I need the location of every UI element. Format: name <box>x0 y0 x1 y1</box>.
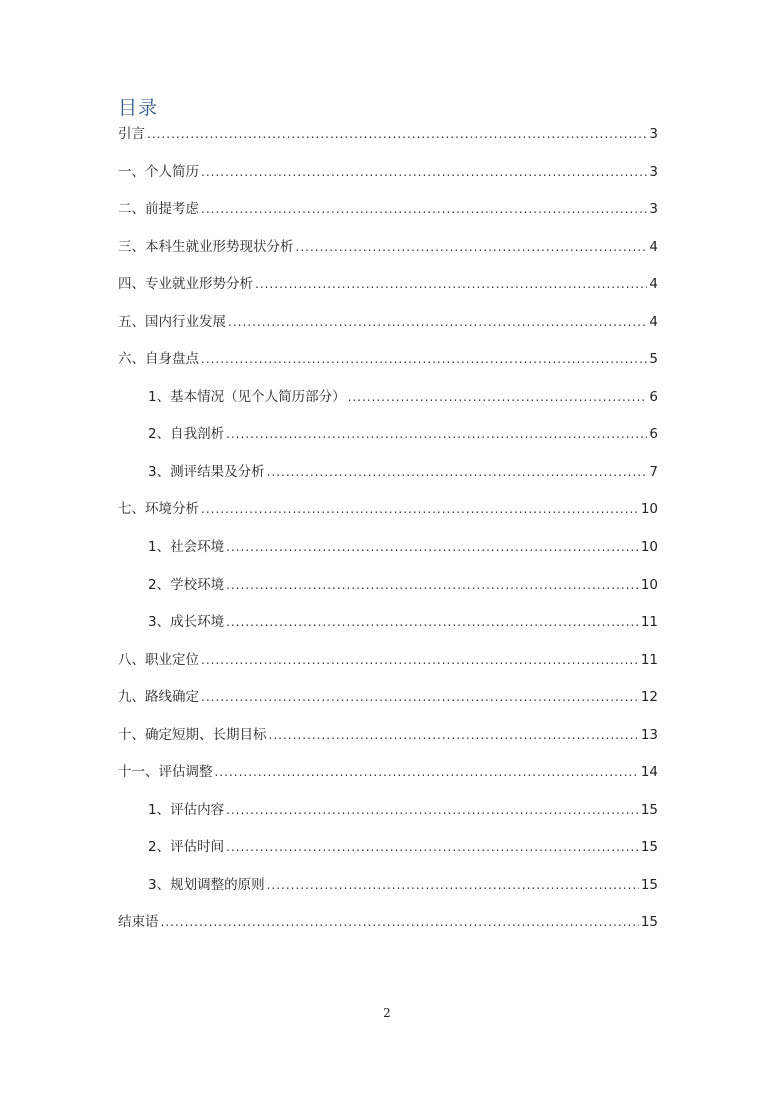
toc-entry-label: 3、规划调整的原则 <box>148 876 265 893</box>
toc-entry-label: 十一、评估调整 <box>118 764 213 781</box>
toc-dot-leader <box>226 612 639 632</box>
toc-entry[interactable] <box>118 762 658 800</box>
toc-entry-page: 3 <box>649 163 658 180</box>
toc-entry-label: 六、自身盘点 <box>118 351 199 368</box>
toc-dot-leader <box>201 349 647 369</box>
toc-entry-page: 11 <box>640 651 658 668</box>
toc-entry-label: 四、专业就业形势分析 <box>118 276 253 293</box>
toc-dot-leader <box>267 875 639 895</box>
toc-entry-page: 3 <box>649 126 658 142</box>
toc-entry-label: 1、社会环境 <box>148 539 225 556</box>
toc-entry-page: 10 <box>640 539 658 556</box>
toc-entry-label: 七、环境分析 <box>118 501 199 518</box>
toc-entry-label: 一、个人简历 <box>118 163 199 180</box>
toc-entry-label: 三、本科生就业形势现状分析 <box>118 238 294 255</box>
toc-entry[interactable] <box>118 575 658 613</box>
toc-entry[interactable] <box>118 349 658 387</box>
table-of-contents <box>118 124 658 950</box>
toc-entry[interactable] <box>118 424 658 462</box>
toc-entry-page: 3 <box>649 201 658 218</box>
toc-entry-label: 八、职业定位 <box>118 651 199 668</box>
toc-entry-label: 2、学校环境 <box>148 576 225 593</box>
toc-dot-leader <box>255 274 647 294</box>
toc-entry[interactable] <box>118 274 658 312</box>
toc-entry-page: 11 <box>640 614 658 631</box>
toc-entry-label: 五、国内行业发展 <box>118 313 226 330</box>
toc-entry-page: 14 <box>640 764 658 781</box>
toc-entry-page: 6 <box>649 426 658 443</box>
toc-entry-page: 10 <box>640 501 658 518</box>
toc-entry-page: 5 <box>649 351 658 368</box>
toc-dot-leader <box>201 687 639 707</box>
toc-entry[interactable] <box>118 124 658 162</box>
toc-entry[interactable] <box>118 687 658 725</box>
toc-dot-leader <box>215 762 639 782</box>
toc-entry[interactable] <box>118 537 658 575</box>
toc-title: 目录 <box>118 97 159 119</box>
toc-dot-leader <box>269 725 639 745</box>
toc-entry-label: 1、评估内容 <box>148 801 225 818</box>
toc-dot-leader <box>228 312 647 332</box>
toc-entry-label: 3、测评结果及分析 <box>148 463 265 480</box>
toc-entry-page: 15 <box>640 801 658 818</box>
toc-entry-page: 4 <box>649 276 658 293</box>
page-number: 2 <box>383 1006 391 1020</box>
toc-entry-page: 6 <box>649 388 658 405</box>
toc-dot-leader <box>267 462 648 482</box>
toc-dot-leader <box>201 650 639 670</box>
toc-entry[interactable] <box>118 462 658 500</box>
toc-dot-leader <box>201 199 647 219</box>
toc-entry[interactable] <box>118 499 658 537</box>
toc-entry-page: 10 <box>640 576 658 593</box>
toc-entry[interactable] <box>118 875 658 913</box>
toc-entry[interactable] <box>118 725 658 763</box>
toc-dot-leader <box>348 387 648 407</box>
toc-dot-leader <box>147 124 647 144</box>
toc-entry[interactable] <box>118 612 658 650</box>
toc-entry[interactable] <box>118 162 658 200</box>
toc-entry-page: 15 <box>640 839 658 856</box>
toc-entry-page: 13 <box>640 726 658 743</box>
toc-entry-page: 15 <box>640 914 658 931</box>
toc-entry-label: 九、路线确定 <box>118 689 199 706</box>
toc-dot-leader <box>226 800 639 820</box>
toc-entry-label: 引言 <box>118 126 145 142</box>
toc-entry[interactable] <box>118 800 658 838</box>
toc-entry-page: 4 <box>649 313 658 330</box>
toc-entry-label: 二、前提考虑 <box>118 201 199 218</box>
toc-dot-leader <box>201 499 639 519</box>
toc-entry[interactable] <box>118 837 658 875</box>
toc-entry[interactable] <box>118 912 658 950</box>
toc-entry-label: 1、基本情况（见个人简历部分） <box>148 388 346 405</box>
toc-entry[interactable] <box>118 199 658 237</box>
toc-entry[interactable] <box>118 650 658 688</box>
toc-dot-leader <box>161 912 639 932</box>
toc-entry-label: 十、确定短期、长期目标 <box>118 726 267 743</box>
toc-entry[interactable] <box>118 387 658 425</box>
toc-entry-page: 15 <box>640 876 658 893</box>
toc-entry-label: 2、评估时间 <box>148 839 225 856</box>
toc-entry-page: 12 <box>640 689 658 706</box>
toc-dot-leader <box>226 837 639 857</box>
toc-entry[interactable] <box>118 237 658 275</box>
toc-dot-leader <box>226 537 639 557</box>
toc-dot-leader <box>201 162 647 182</box>
toc-dot-leader <box>226 424 647 444</box>
toc-entry-page: 7 <box>649 463 658 480</box>
toc-dot-leader <box>226 575 639 595</box>
toc-entry-page: 4 <box>649 238 658 255</box>
toc-entry-label: 结束语 <box>118 914 159 931</box>
toc-entry-label: 2、自我剖析 <box>148 426 225 443</box>
toc-entry[interactable] <box>118 312 658 350</box>
toc-dot-leader <box>296 237 648 257</box>
toc-entry-label: 3、成长环境 <box>148 614 225 631</box>
